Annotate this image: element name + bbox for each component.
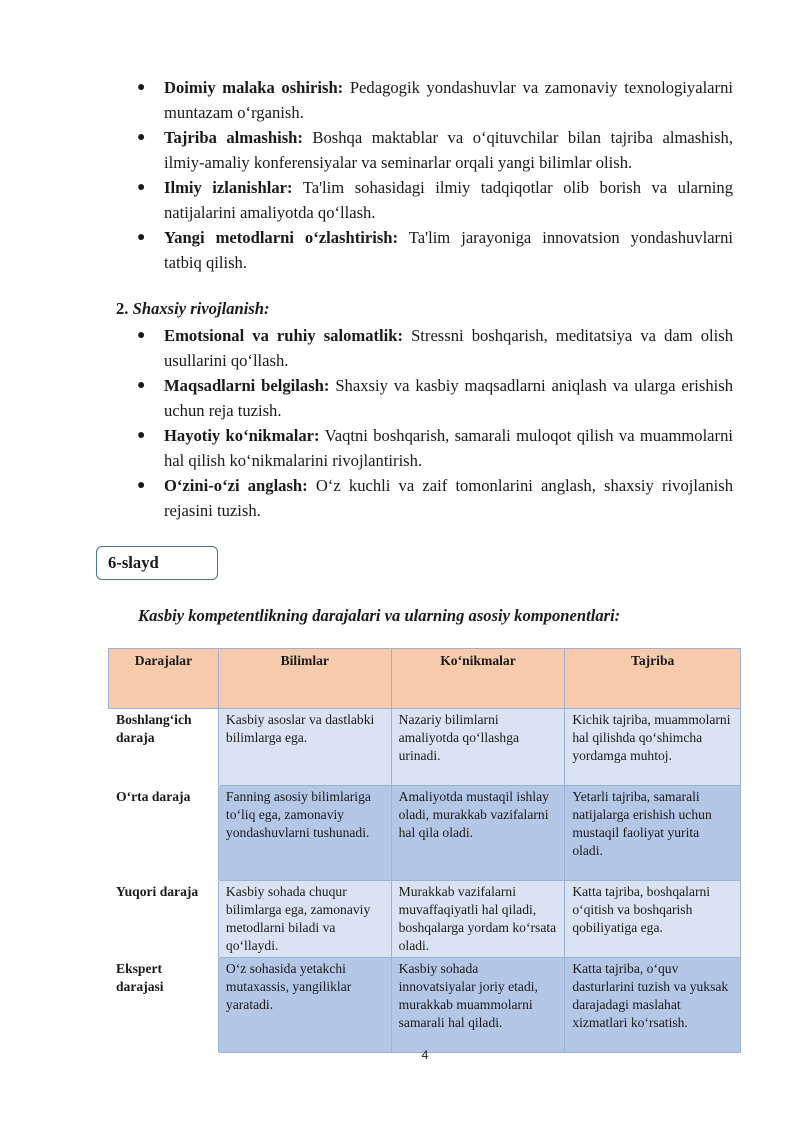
header-skills: Ko‘nikmalar	[391, 649, 565, 709]
list-item-term: Yangi metodlarni o‘zlashtirish:	[164, 228, 399, 247]
list-item	[133, 175, 733, 225]
knowledge-cell: O‘z sohasida yetakchi mutaxassis, yangiliklar yaratadi.	[218, 958, 391, 1053]
list-item-text: Shaxsiy va kasbiy maqsadlarni aniqlash va ularga erishish uchun reja tuzish.	[164, 376, 733, 420]
header-knowledge: Bilimlar	[218, 649, 391, 709]
experience-cell: Kichik tajriba, muammolarni hal qilishda qo‘shimcha yordamga muhtoj.	[565, 709, 741, 786]
knowledge-cell: Fanning asosiy bilimlariga to‘liq ega, zamonaviy yondashuvlarni tushunadi.	[218, 786, 391, 881]
knowledge-cell: Kasbiy sohada chuqur bilimlarga ega, zamonaviy metodlarni biladi va qo‘llaydi.	[218, 881, 391, 958]
list-item-term: Maqsadlarni belgilash:	[164, 376, 330, 395]
table-title: Kasbiy kompetentlikning darajalari va ularning asosiy komponentlari:	[138, 606, 621, 625]
level-cell: O‘rta daraja	[109, 786, 219, 881]
list-item-term: Ilmiy izlanishlar:	[164, 178, 293, 197]
list-item-term: O‘zini-o‘zi anglash:	[164, 476, 308, 495]
skills-cell: Kasbiy sohada innovatsiyalar joriy etadi, murakkab muammolarni samarali hal qiladi.	[391, 958, 565, 1053]
table-row	[109, 881, 741, 958]
list-item-text: Vaqtni boshqarish, samarali muloqot qilish va muammolarni hal qilish ko‘nikmalarini rivojlantirish.	[164, 426, 733, 470]
level-cell: Ekspert darajasi	[109, 958, 219, 1053]
skills-cell: Nazariy bilimlarni amaliyotda qo‘llashga urinadi.	[391, 709, 565, 786]
list-item-text: Ta'lim jarayoniga innovatsion yondashuvlarni tatbiq qilish.	[164, 228, 733, 272]
experience-cell: Katta tajriba, o‘quv dasturlarini tuzish va yuksak darajadagi maslahat xizmatlari ko‘rsatish.	[565, 958, 741, 1053]
list-item-text: Ta'lim sohasidagi ilmiy tadqiqotlar olib borish va ularning natijalarini amaliyotda qo‘llash.	[164, 178, 733, 222]
slide-label-box: 6-slayd	[96, 546, 218, 580]
bullet-icon: ●	[137, 130, 146, 145]
table-row	[109, 786, 741, 881]
table-row	[109, 709, 741, 786]
experience-cell: Yetarli tajriba, samarali natijalarga erishish uchun mustaqil faoliyat yurita oladi.	[565, 786, 741, 881]
header-experience: Tajriba	[565, 649, 741, 709]
list-item-text: Boshqa maktablar va o‘qituvchilar bilan tajriba almashish, ilmiy-amaliy konferensiyalar va seminarlar orqali yangi bilimlar olish.	[164, 128, 733, 172]
list-item	[133, 423, 733, 473]
list-item	[133, 75, 733, 125]
list-item	[133, 373, 733, 423]
level-cell: Boshlang‘ich daraja	[109, 709, 219, 786]
bullet-icon: ●	[137, 80, 146, 95]
table-header-row	[109, 649, 741, 709]
list-item	[133, 225, 733, 275]
competence-levels-table	[108, 648, 741, 1053]
list-item-term: Hayotiy ko‘nikmalar:	[164, 426, 320, 445]
experience-cell: Katta tajriba, boshqalarni o‘qitish va boshqarish qobiliyatiga ega.	[565, 881, 741, 958]
section-number: 2.	[116, 299, 129, 318]
bullet-icon: ●	[137, 378, 146, 393]
level-cell: Yuqori daraja	[109, 881, 219, 958]
table-row	[109, 958, 741, 1053]
knowledge-cell: Kasbiy asoslar va dastlabki bilimlarga ega.	[218, 709, 391, 786]
bullet-icon: ●	[137, 428, 146, 443]
list-item	[133, 125, 733, 175]
list-item-term: Doimiy malaka oshirish:	[164, 78, 344, 97]
list-item	[133, 323, 733, 373]
list-item-text: O‘z kuchli va zaif tomonlarini anglash, shaxsiy rivojlanish rejasini tuzish.	[164, 476, 733, 520]
list-item-term: Tajriba almashish:	[164, 128, 303, 147]
bullet-icon: ●	[137, 328, 146, 343]
list-item-term: Emotsional va ruhiy salomatlik:	[164, 326, 404, 345]
bullet-icon: ●	[137, 478, 146, 493]
professional-development-list	[133, 75, 733, 275]
header-levels: Darajalar	[109, 649, 219, 709]
bullet-icon: ●	[137, 180, 146, 195]
personal-development-list	[133, 323, 733, 523]
section-title: Shaxsiy rivojlanish:	[132, 299, 270, 318]
bullet-icon: ●	[137, 230, 146, 245]
page-number: 4	[421, 1048, 429, 1062]
section-heading	[116, 296, 270, 321]
list-item-text: Pedagogik yondashuvlar va zamonaviy texnologiyalarni muntazam o‘rganish.	[164, 78, 733, 122]
list-item-text: Stressni boshqarish, meditatsiya va dam olish usullarini qo‘llash.	[164, 326, 733, 370]
skills-cell: Amaliyotda mustaqil ishlay oladi, murakkab vazifalarni hal qila oladi.	[391, 786, 565, 881]
skills-cell: Murakkab vazifalarni muvaffaqiyatli hal qiladi, boshqalarga yordam ko‘rsata oladi.	[391, 881, 565, 958]
list-item	[133, 473, 733, 523]
